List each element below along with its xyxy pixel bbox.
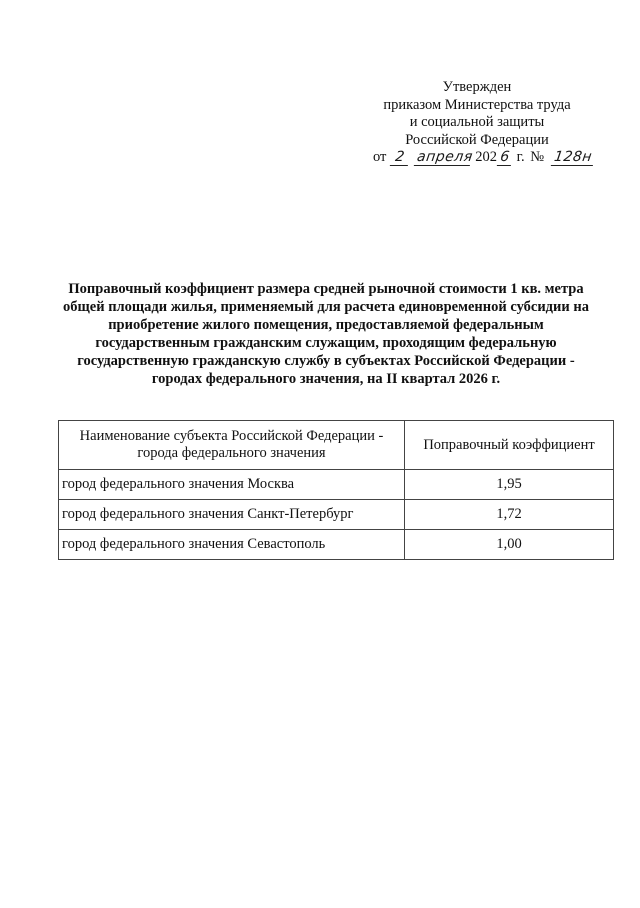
- row-coefficient-value: 1,95: [405, 470, 614, 500]
- row-coefficient-value: 1,72: [405, 500, 614, 530]
- title-line: государственным гражданским служащим, проходящим федеральную: [95, 335, 557, 351]
- column-header-subject-line: Наименование субъекта Российской Федерации -: [79, 428, 384, 444]
- approval-block: [372, 79, 593, 167]
- approval-ministry-line: приказом Министерства труда: [383, 96, 571, 113]
- column-header-coefficient: Поправочный коэффициент: [405, 421, 614, 470]
- order-year-handwritten: 6: [497, 149, 513, 166]
- table-row: [59, 530, 614, 560]
- order-number-handwritten: 128н: [550, 149, 594, 166]
- order-year-prefix: 202: [475, 149, 498, 165]
- title-line: городах федерального значения, на II квартал 2026 г.: [151, 371, 501, 387]
- title-line: государственную гражданскую службу в субъектах Российской Федерации -: [77, 353, 575, 369]
- approval-ministry-line: и социальной защиты: [409, 114, 545, 130]
- approval-heading: Утвержден: [442, 79, 512, 95]
- table-header-row: [59, 421, 614, 470]
- approval-ministry-line: Российской Федерации: [405, 131, 549, 148]
- title-line: общей площади жилья, применяемый для расчета единовременной субсидии на: [63, 299, 589, 315]
- title-line: приобретение жилого помещения, предоставляемой федеральным: [108, 317, 544, 333]
- column-header-subject-line: города федерального значения: [137, 445, 326, 461]
- column-header-subject: [59, 421, 405, 470]
- order-day-handwritten: 2: [390, 149, 410, 166]
- order-prefix: от: [373, 149, 387, 165]
- document-title: [52, 280, 600, 388]
- coefficient-table: [58, 420, 614, 560]
- order-year-label: г.: [516, 149, 525, 165]
- title-line: Поправочный коэффициент размера средней рыночной стоимости 1 кв. метра: [68, 281, 584, 297]
- row-coefficient-value: 1,00: [405, 530, 614, 560]
- order-number-label: №: [530, 149, 545, 165]
- order-reference: [372, 149, 593, 167]
- row-subject-name: город федерального значения Москва: [59, 470, 405, 500]
- order-month-handwritten: апреля: [413, 149, 471, 166]
- row-subject-name: город федерального значения Севастополь: [59, 530, 405, 560]
- table-row: [59, 470, 614, 500]
- table-row: [59, 500, 614, 530]
- row-subject-name: город федерального значения Санкт-Петербург: [59, 500, 405, 530]
